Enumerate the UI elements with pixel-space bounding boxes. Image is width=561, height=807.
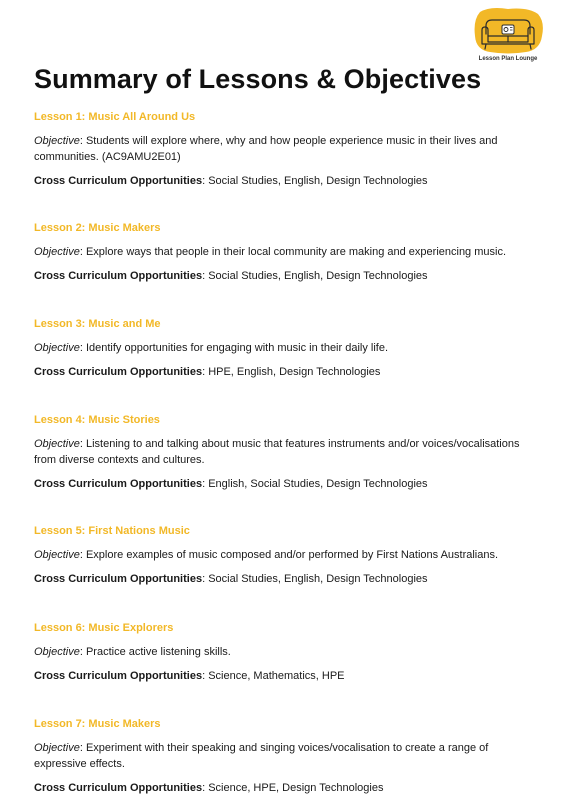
lesson-plan-lounge-logo — [470, 6, 546, 64]
logo-text: Lesson Plan Lounge — [478, 56, 538, 62]
objective-label: Objective — [34, 342, 80, 354]
cross-curriculum-text: : HPE, English, Design Technologies — [202, 366, 381, 378]
objective-text: : Explore ways that people in their local community are making and experiencing music. — [79, 246, 507, 258]
lesson-cross-curriculum — [34, 268, 534, 284]
objective-label: Objective — [34, 438, 80, 450]
cross-curriculum-text: : Social Studies, English, Design Technologies — [202, 175, 428, 187]
lesson-objective — [34, 244, 534, 260]
objective-label: Objective — [34, 646, 80, 658]
lesson-objective — [34, 644, 534, 660]
cross-curriculum-label: Cross Curriculum Opportunities — [34, 782, 203, 794]
cross-curriculum-text: : Social Studies, English, Design Technologies — [202, 270, 428, 282]
cross-curriculum-text: : Social Studies, English, Design Technologies — [202, 573, 428, 585]
lesson-cross-curriculum — [34, 173, 534, 189]
lesson-title: Lesson 6: Music Explorers — [34, 622, 174, 634]
lesson-title: Lesson 4: Music Stories — [34, 414, 160, 426]
objective-label: Objective — [34, 246, 80, 258]
sofa-icon — [470, 6, 546, 58]
objective-label: Objective — [34, 135, 80, 147]
objective-text: : Explore examples of music composed and/or performed by First Nations Australians. — [79, 549, 499, 561]
lesson-item — [34, 717, 534, 796]
lesson-title: Lesson 3: Music and Me — [34, 318, 161, 330]
objective-text: : Practice active listening skills. — [79, 646, 231, 658]
lesson-item — [34, 413, 534, 492]
cross-curriculum-label: Cross Curriculum Opportunities — [34, 366, 203, 378]
lesson-cross-curriculum — [34, 780, 534, 796]
lesson-objective — [34, 340, 534, 356]
lesson-objective — [34, 436, 534, 468]
lesson-objective — [34, 740, 534, 772]
lesson-objective — [34, 133, 534, 165]
lesson-item — [34, 524, 534, 587]
lesson-cross-curriculum — [34, 476, 534, 492]
cross-curriculum-text: : Science, HPE, Design Technologies — [202, 782, 384, 794]
objective-text: : Listening to and talking about music that features instruments and/or voices/vocalisations from diverse contexts and cultures. — [34, 438, 520, 466]
objective-text: : Identify opportunities for engaging with music in their daily life. — [79, 342, 389, 354]
lesson-objective — [34, 547, 534, 563]
cross-curriculum-label: Cross Curriculum Opportunities — [34, 270, 203, 282]
lesson-item — [34, 221, 534, 284]
lesson-item — [34, 317, 534, 380]
cross-curriculum-text: : English, Social Studies, Design Technologies — [202, 478, 428, 490]
lesson-cross-curriculum — [34, 364, 534, 380]
objective-label: Objective — [34, 549, 80, 561]
lesson-title: Lesson 2: Music Makers — [34, 222, 161, 234]
objective-text: : Experiment with their speaking and singing voices/vocalisation to create a range of expressive effects. — [34, 742, 489, 770]
lesson-cross-curriculum — [34, 571, 534, 587]
page-title: Summary of Lessons & Objectives — [34, 64, 482, 94]
cross-curriculum-label: Cross Curriculum Opportunities — [34, 670, 203, 682]
objective-text: : Students will explore where, why and how people experience music in their lives and communities. (AC9AMU2E01) — [34, 135, 498, 163]
lesson-item — [34, 621, 534, 684]
cross-curriculum-label: Cross Curriculum Opportunities — [34, 573, 203, 585]
cross-curriculum-label: Cross Curriculum Opportunities — [34, 175, 203, 187]
cross-curriculum-label: Cross Curriculum Opportunities — [34, 478, 203, 490]
lesson-title: Lesson 5: First Nations Music — [34, 525, 190, 537]
lesson-cross-curriculum — [34, 668, 534, 684]
lesson-title: Lesson 1: Music All Around Us — [34, 111, 196, 123]
lesson-item — [34, 110, 534, 189]
objective-label: Objective — [34, 742, 80, 754]
cross-curriculum-text: : Science, Mathematics, HPE — [202, 670, 345, 682]
lesson-title: Lesson 7: Music Makers — [34, 718, 161, 730]
